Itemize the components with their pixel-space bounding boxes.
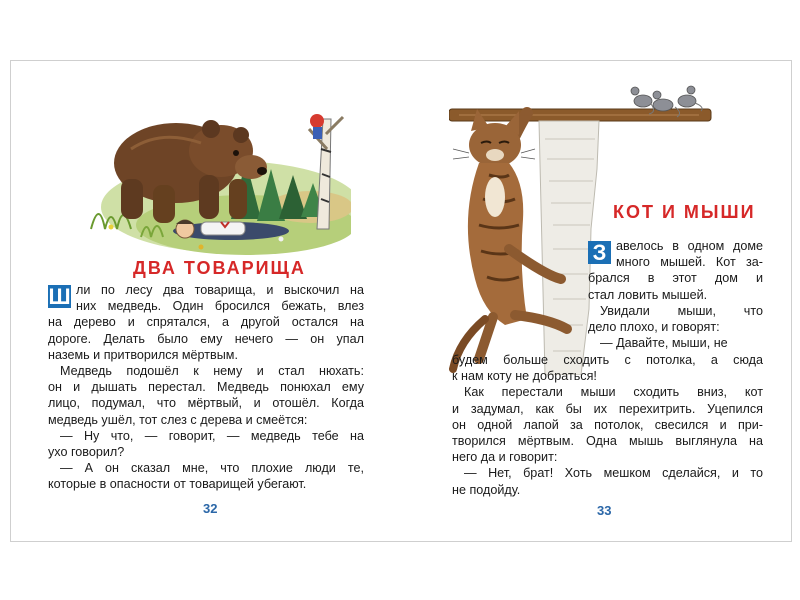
text-line: он одной лапой за потолок, свесился и при- xyxy=(452,417,763,432)
story-text-main xyxy=(452,352,763,498)
book-spread xyxy=(10,60,792,542)
text-line: — Нет, брат! Хоть мешком сделайся, и то xyxy=(464,466,763,481)
text-line: Как перестали мыши сходить вниз, кот xyxy=(464,385,763,400)
text-line: ухо говорил? xyxy=(48,445,125,460)
text-line: Увидали мыши, что xyxy=(600,303,763,318)
drop-cap-letter: З xyxy=(588,241,611,264)
story-title: КОТ И МЫШИ xyxy=(613,202,756,222)
text-line: дороге. Делать было ему нечего — он упал xyxy=(48,331,364,346)
text-line: Медведь подошёл к нему и стал нюхать: xyxy=(60,364,364,379)
story-title: ДВА ТОВАРИЩА xyxy=(133,258,306,278)
text-line: авелось в одном доме xyxy=(616,239,763,253)
text-line: будем больше сходить с потолка, а сюда xyxy=(452,353,763,367)
text-line: — Ну что, — говорит, — медведь тебе на xyxy=(60,428,364,443)
drop-cap-letter: Ш xyxy=(48,284,71,309)
page-number: 33 xyxy=(597,503,612,518)
text-line: к нам коту не добраться! xyxy=(452,369,597,384)
text-line: и задумал, как бы их перехитрить. Уцепился xyxy=(452,401,763,416)
story-text-intro xyxy=(588,238,763,351)
story-text xyxy=(48,282,364,493)
text-line: лицо, подумал, что мёртвый, и отошёл. Когда xyxy=(48,396,364,411)
text-line: он и дышать перестал. Медведь понюхал ему xyxy=(48,380,364,395)
text-line: стал ловить мышей. xyxy=(588,287,708,302)
text-line: не подойду. xyxy=(452,482,521,497)
text-line: них медведь. Один бросился бежать, влез xyxy=(76,299,364,314)
text-line: него да и говорит: xyxy=(452,450,558,465)
text-line: дело плохо, и говорят: xyxy=(588,320,720,335)
text-line: творился мёртвым. Одна мышь выглянула на xyxy=(452,434,763,449)
right-page xyxy=(401,61,791,541)
text-line: ли по лесу два товарища, и выскочил на xyxy=(76,283,364,297)
text-line: которые в опасности от товарищей убегают. xyxy=(48,477,307,492)
bear-illustration xyxy=(81,79,351,259)
text-line: — Давайте, мыши, не xyxy=(600,336,728,351)
text-line: — А он сказал мне, что плохие люди те, xyxy=(60,461,364,476)
text-line: много мышей. Кот за- xyxy=(616,255,763,270)
text-line: на дерево и спрятался, а другой остался на xyxy=(48,315,364,330)
left-page xyxy=(11,61,401,541)
page-number: 32 xyxy=(203,501,218,516)
text-line: брался в этот дом и xyxy=(588,271,763,286)
text-line: медведь ушёл, тот слез с дерева и смеётся: xyxy=(48,412,308,427)
text-line: наземь и притворился мёртвым. xyxy=(48,347,238,362)
